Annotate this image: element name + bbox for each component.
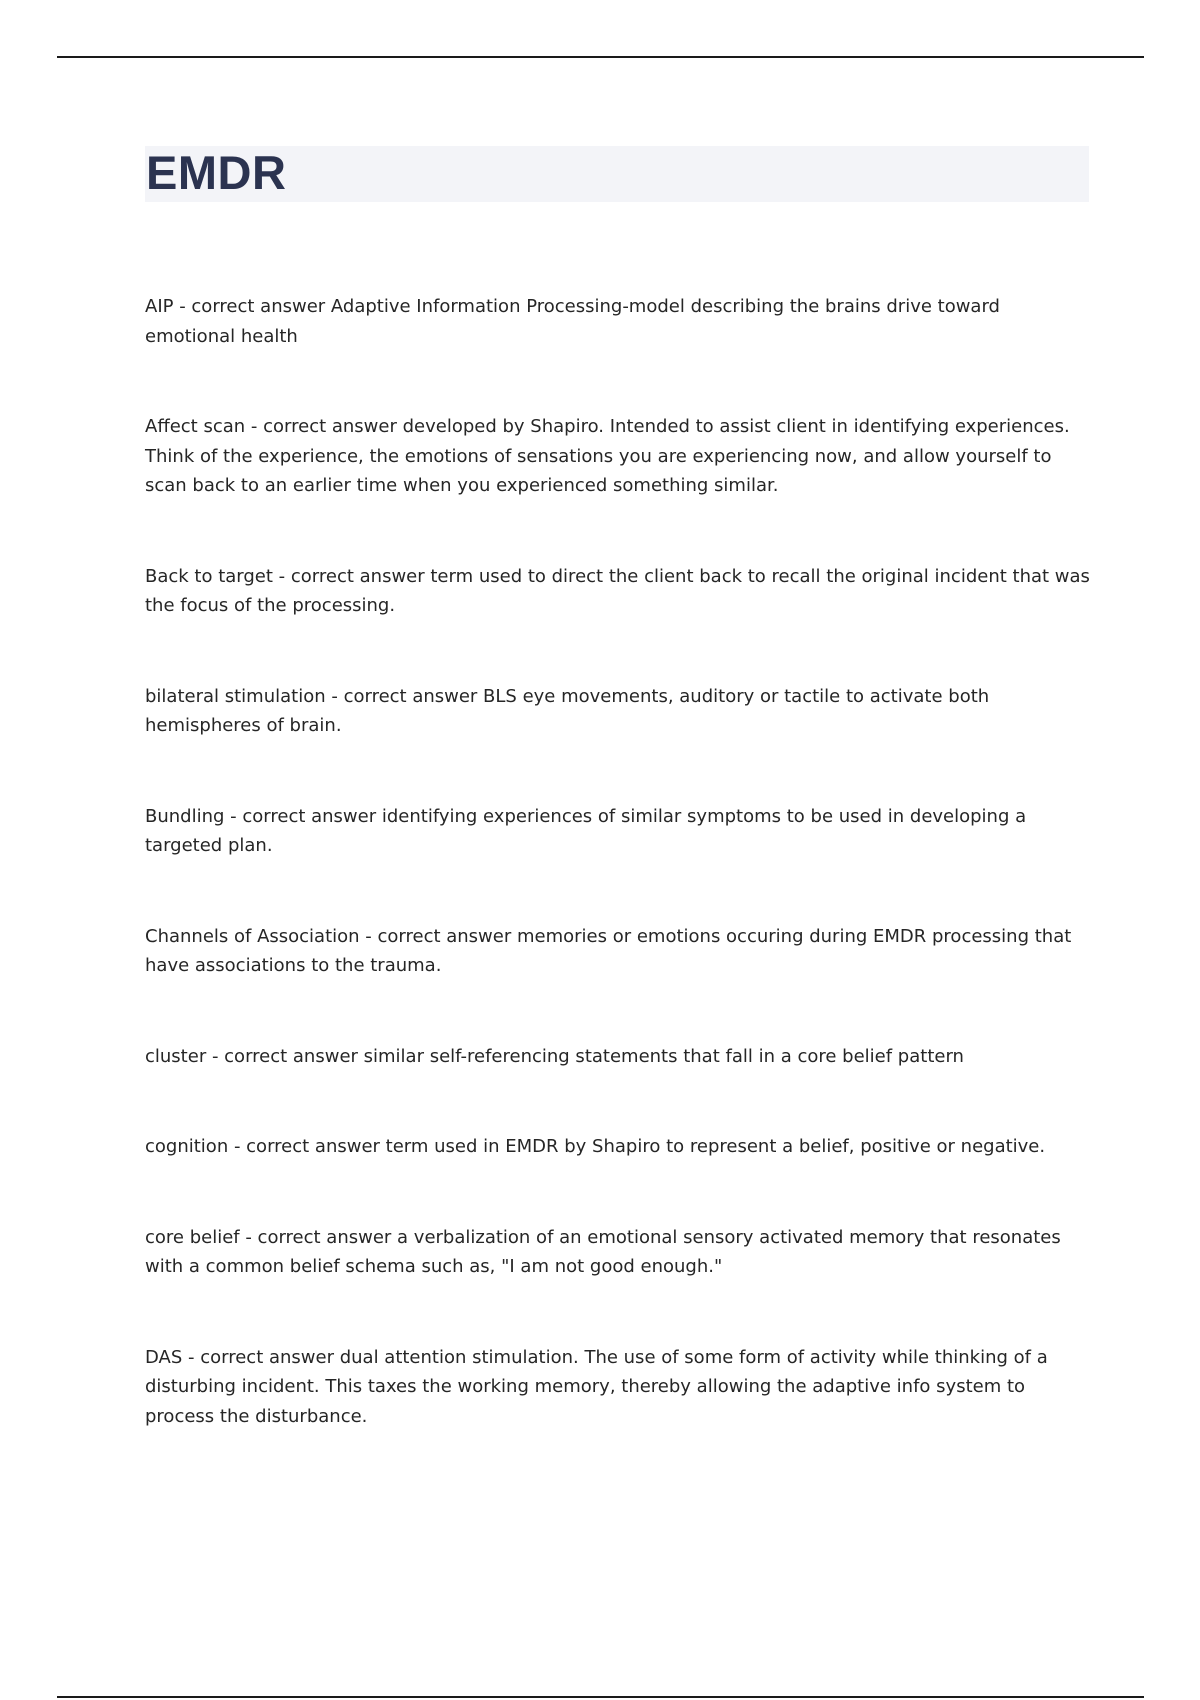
bottom-divider <box>57 1696 1144 1698</box>
page-title: EMDR <box>146 146 287 199</box>
glossary-entry-affect-scan: Affect scan - correct answer developed by Shapiro. Intended to assist client in identifying experiences. Think of the experience, the emotions of sensations you are experiencing now, and allow yourself to scan back to an earlier time when you experienced something similar. <box>145 416 1070 496</box>
glossary-entry-das: DAS - correct answer dual attention stimulation. The use of some form of activity while thinking of a disturbing incident. This taxes the working memory, thereby allowing the adaptive info system to process the disturbance. <box>145 1346 1048 1427</box>
glossary-entry-cluster: cluster - correct answer similar self-referencing statements that fall in a core belief pattern <box>145 1045 964 1067</box>
glossary-entry-core-belief: core belief - correct answer a verbalization of an emotional sensory activated memory that resonates with a common belief schema such as, "I am not good enough." <box>145 1226 1061 1277</box>
glossary-list <box>145 292 1090 1492</box>
glossary-entry-bilateral-stimulation: bilateral stimulation - correct answer BLS eye movements, auditory or tactile to activate both hemispheres of brain. <box>145 685 990 736</box>
glossary-entry-cognition: cognition - correct answer term used in EMDR by Shapiro to represent a belief, positive or negative. <box>145 1136 1046 1157</box>
glossary-entry-back-to-target: Back to target - correct answer term used to direct the client back to recall the original incident that was the focus of the processing. <box>145 565 1090 616</box>
top-divider <box>57 56 1144 58</box>
glossary-entry-bundling: Bundling - correct answer identifying experiences of similar symptoms to be used in developing a targeted plan. <box>145 805 1027 856</box>
title-band <box>145 146 1089 202</box>
glossary-entry-aip: AIP - correct answer Adaptive Information Processing-model describing the brains drive toward emotional health <box>145 296 1000 347</box>
glossary-entry-channels-of-association: Channels of Association - correct answer memories or emotions occuring during EMDR processing that have associations to the trauma. <box>145 925 1072 976</box>
